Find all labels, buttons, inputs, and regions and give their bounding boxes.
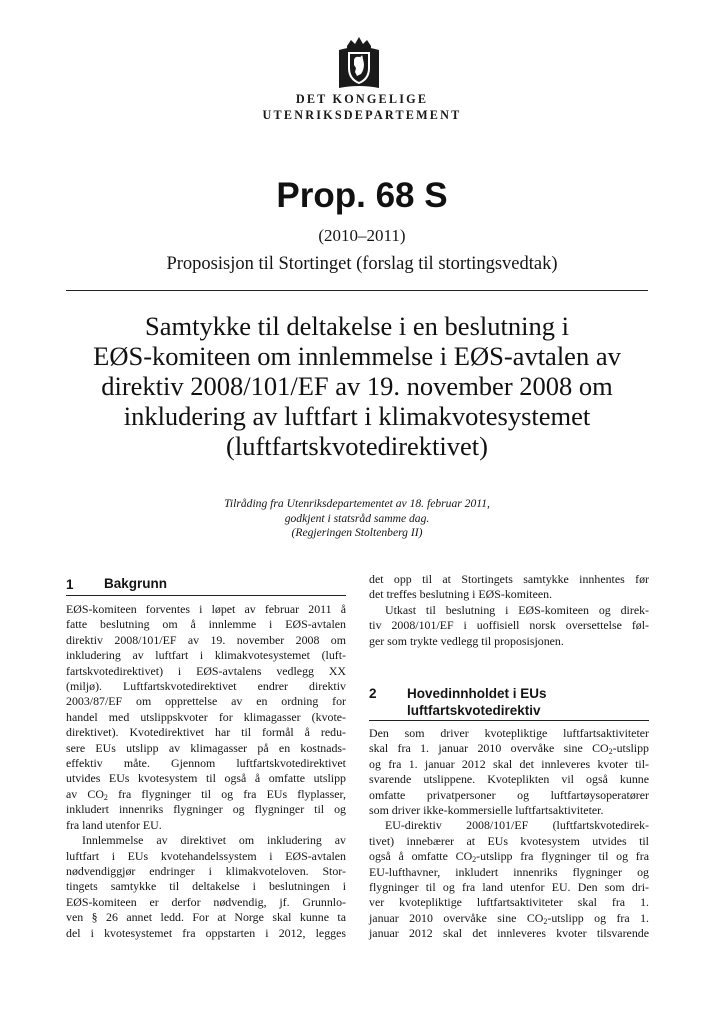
coat-of-arms-logo	[333, 34, 385, 90]
section-2-heading	[369, 685, 649, 718]
recommendation-line: (Regjeringen Stoltenberg II)	[291, 526, 423, 540]
text-line: (miljø). Luftfartskvotedirektivet endrer direktiv	[66, 679, 346, 694]
title-line: direktiv 2008/101/EF av 19. november 2008 om	[101, 371, 613, 401]
text-line: Utkast til beslutning i EØS-komiteen og direk-	[385, 602, 649, 617]
text-line: inkludert innenriks flygninger og flygninger til og	[66, 802, 346, 817]
text-line: sere EUs utslipp av klimagasser på en kostnads-	[66, 740, 346, 755]
department-name-line2: UTENRIKSDEPARTEMENT	[262, 108, 462, 122]
text-line: fartskvotedirektivet) i EØS-avtalens vedlegg XX	[66, 663, 346, 678]
text-line: direktivet). Kvotedirektivet har til formål å redu-	[66, 725, 346, 740]
text-line: det opp til at Stortingets samtykke innhentes før	[369, 572, 649, 586]
text-line: skal fra 1. januar 2010 overvåke sine $CO_2$-utslipp	[369, 741, 649, 757]
text-line: 2003/87/EF om opprettelse av en ordning for	[66, 694, 346, 709]
section-1-body	[66, 602, 346, 941]
text-line: januar 2012 skal det innleveres kvoter tilsvarende	[369, 926, 649, 941]
title-line: EØS-komiteen om innlemmelse i EØS-avtalen av	[93, 341, 621, 371]
text-line: omfatte privatpersoner og luftfartøysoperatører	[369, 787, 649, 802]
text-line: EU-direktiv 2008/101/EF (luftfartskvotedirek-	[385, 818, 649, 833]
text-line: også å omfatte $CO_2$-utslipp fra flygninger til og fra	[369, 849, 649, 865]
text-line: EØS-komiteen er derfor nødvendig, jf. Grunnlo-	[66, 894, 346, 909]
section-2-rule	[369, 720, 649, 721]
text-line: tiv 2008/101/EF i uoffisiell norsk oversettelse føl-	[369, 618, 649, 633]
session-period: (2010–2011)	[318, 226, 406, 245]
text-line: luftfart i EUs kvotehandelssystem i EØS-avtalen	[66, 848, 346, 863]
recommendation-line: godkjent i statsråd samme dag.	[284, 511, 430, 525]
text-line: Innlemmelse av direktivet om inkludering av	[82, 833, 346, 848]
text-line: EØS-komiteen forventes i løpet av februar 2011 å	[66, 602, 346, 616]
department-name-line1: DET KONGELIGE	[295, 92, 429, 106]
text-line: tingets samtykke til deltakelse i beslutningen i	[66, 879, 346, 894]
text-line: ger som trykte vedlegg til proposisjonen.	[369, 633, 564, 648]
text-line: ver kvotepliktige luftfartsaktiviteter skal fra 1.	[369, 895, 649, 910]
title-line: inkludering av luftfart i klimakvotesystemet	[123, 401, 591, 431]
text-line: direktiv 2008/101/EF av 19. november 2008 om	[66, 632, 346, 647]
text-line: EU-lufthavner, inkludert innenriks flygninger og	[369, 864, 649, 879]
text-line: og fra 1. januar 2012 skal det innleveres kvoter til-	[369, 756, 649, 771]
title-line: Samtykke til deltakelse i en beslutning i	[145, 311, 569, 341]
text-line: Den som driver kvotepliktige luftfartsaktiviteter	[369, 726, 649, 740]
section-number: 1	[66, 577, 74, 592]
proposition-subtitle: Proposisjon til Stortinget (forslag til stortingsvedtak)	[166, 254, 558, 274]
section-1-continued	[369, 572, 649, 649]
text-line: handel med utslippskvoter for klimagasser (kvote-	[66, 709, 346, 724]
recommendation-note	[66, 497, 648, 541]
section-1-rule	[66, 595, 346, 596]
text-line: ven § 26 annet ledd. For at Norge skal kunne ta	[66, 910, 346, 925]
section-title-line: luftfartskvotedirektiv	[407, 703, 541, 718]
text-line: svarende utslippene. Kvoteplikten vil også kunne	[369, 772, 649, 787]
section-number: 2	[369, 686, 377, 701]
text-line: av $CO_2$ fra flygninger til og fra EUs flyplasser,	[66, 786, 346, 802]
text-line: utvides EUs kvotesystem til også å omfatte utslipp	[66, 771, 346, 786]
section-title: Bakgrunn	[104, 576, 168, 591]
text-line: nødvendiggjør endringer i klimakvoteloven. Stor-	[66, 863, 346, 878]
text-line: effektiv måte. Gjennom luftfartskvotedirektivet	[66, 756, 346, 771]
section-title-line: Hovedinnholdet i EUs	[407, 686, 547, 701]
text-line: del i kvotesystemet fra oppstarten i 2012, legges	[66, 925, 346, 940]
proposition-number: Prop. 68 S	[276, 176, 448, 215]
text-line: tivet) innebærer at EUs kvotesystem utvides til	[369, 833, 649, 848]
text-line: som driver ikke-kommersielle luftfartsaktiviteter.	[369, 803, 604, 818]
text-line: inkludering av luftfart i klimakvotesystemet (luft-	[66, 648, 346, 663]
text-line: fatte beslutning om å innlemme i EØS-avtalen	[66, 617, 346, 632]
text-line: flygninger til og fra land utenfor EU. Den som dri-	[369, 880, 649, 895]
section-2-body	[369, 726, 649, 942]
recommendation-line: Tilråding fra Utenriksdepartementet av 18. februar 2011,	[224, 497, 490, 510]
text-line: fra land utenfor EU.	[66, 817, 162, 832]
text-line: januar 2010 overvåke sine $CO_2$-utslipp og fra 1.	[369, 910, 649, 926]
text-line: det treffes beslutning i EØS-komiteen.	[369, 587, 553, 602]
document-title	[66, 311, 648, 461]
section-1-heading	[66, 576, 346, 594]
header-divider	[66, 290, 648, 291]
section-title	[407, 685, 547, 719]
title-line: (luftfartskvotedirektivet)	[226, 431, 488, 461]
